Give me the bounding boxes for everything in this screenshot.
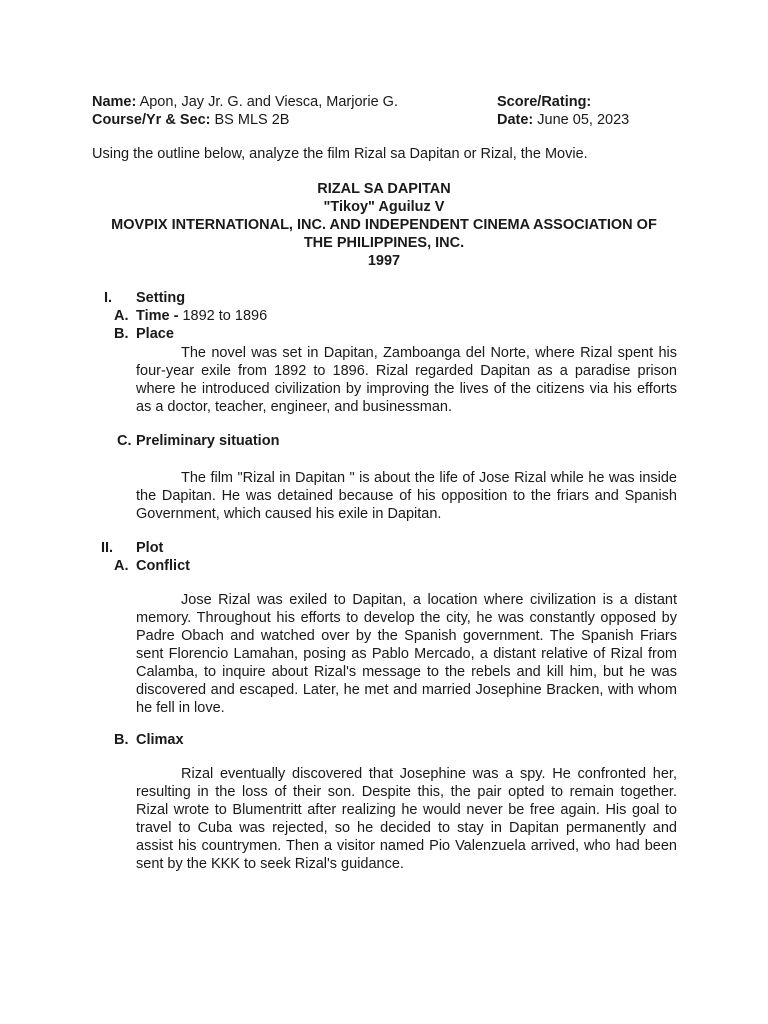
film-producer-line-1: MOVPIX INTERNATIONAL, INC. AND INDEPENDENT CINEMA ASSOCIATION OF [111, 217, 657, 233]
subsection-label: Climax [136, 732, 184, 748]
date-value: June 05, 2023 [537, 112, 630, 128]
conflict-paragraph: Jose Rizal was exiled to Dapitan, a location where civilization is a distant memory. Throughout his efforts to develop the city, he was constantly opposed by Padre Obach and watched over by the Spanish government. The Spanish Friars sent Florencio Lamahan, posing as Pablo Mercado, a distant relative of Rizal from Calamba, to inquire about Rizal's message to the rebels and kill him, but he was discovered and escaped. Later, he met and married Josephine Bracken, with whom he fell in love. [136, 592, 677, 716]
subsection-number: B. [114, 732, 129, 748]
subsection-label: Conflict [136, 558, 190, 574]
time-value: 1892 to 1896 [182, 308, 268, 324]
climax-paragraph: Rizal eventually discovered that Josephine was a spy. He confronted her, resulting in the loss of their son. Despite this, the pair opted to remain together. Rizal wrote to Blumentritt after realizing he would never be free again. His goal to travel to Cuba was rejected, so he decided to stay in Dapitan permanently and assist his countrymen. Then a visitor named Pio Valenzuela arrived, who had been sent by the KKK to seek Rizal's guidance. [136, 766, 677, 872]
subsection-number: A. [114, 308, 129, 324]
subsection-label: Place [136, 326, 174, 342]
subsection-number: A. [114, 558, 129, 574]
subsection-label [136, 308, 267, 324]
film-title-block [84, 180, 684, 270]
film-title: RIZAL SA DAPITAN [317, 181, 451, 197]
course-label: Course/Yr & Sec: [92, 112, 211, 128]
film-year: 1997 [367, 253, 401, 269]
subsection-label: Preliminary situation [136, 433, 280, 449]
section-number: I. [104, 290, 113, 306]
date-field [497, 111, 629, 129]
score-field [497, 93, 591, 111]
film-director: "Tikoy" Aguiluz V [323, 199, 445, 215]
subsection-number: B. [114, 326, 129, 342]
instructions: Using the outline below, analyze the film Rizal sa Dapitan or Rizal, the Movie. [92, 146, 588, 162]
course-value: BS MLS 2B [214, 112, 290, 128]
film-producer-line-2: THE PHILIPPINES, INC. [303, 235, 465, 251]
name-label: Name: [92, 94, 137, 110]
date-label: Date: [497, 112, 534, 128]
course-field [92, 111, 289, 129]
section-number: II. [101, 540, 114, 556]
subsection-number: C. [117, 433, 132, 449]
score-label: Score/Rating: [497, 94, 592, 110]
time-label: Time - [136, 308, 179, 324]
name-field [92, 93, 398, 111]
section-label: Plot [136, 540, 164, 556]
place-paragraph: The novel was set in Dapitan, Zamboanga del Norte, where Rizal spent his four-year exile from 1892 to 1896. Rizal regarded Dapitan as a paradise prison where he introduced civilization by improving the lives of the citizens via his efforts as a doctor, teacher, engineer, and businessman. [136, 345, 677, 415]
section-label: Setting [136, 290, 186, 306]
name-value: Apon, Jay Jr. G. and Viesca, Marjorie G. [139, 94, 398, 110]
preliminary-paragraph: The film "Rizal in Dapitan " is about the life of Jose Rizal while he was inside the Dapitan. He was detained because of his opposition to the friars and Spanish Government, which caused his exile in Dapitan. [136, 470, 677, 522]
